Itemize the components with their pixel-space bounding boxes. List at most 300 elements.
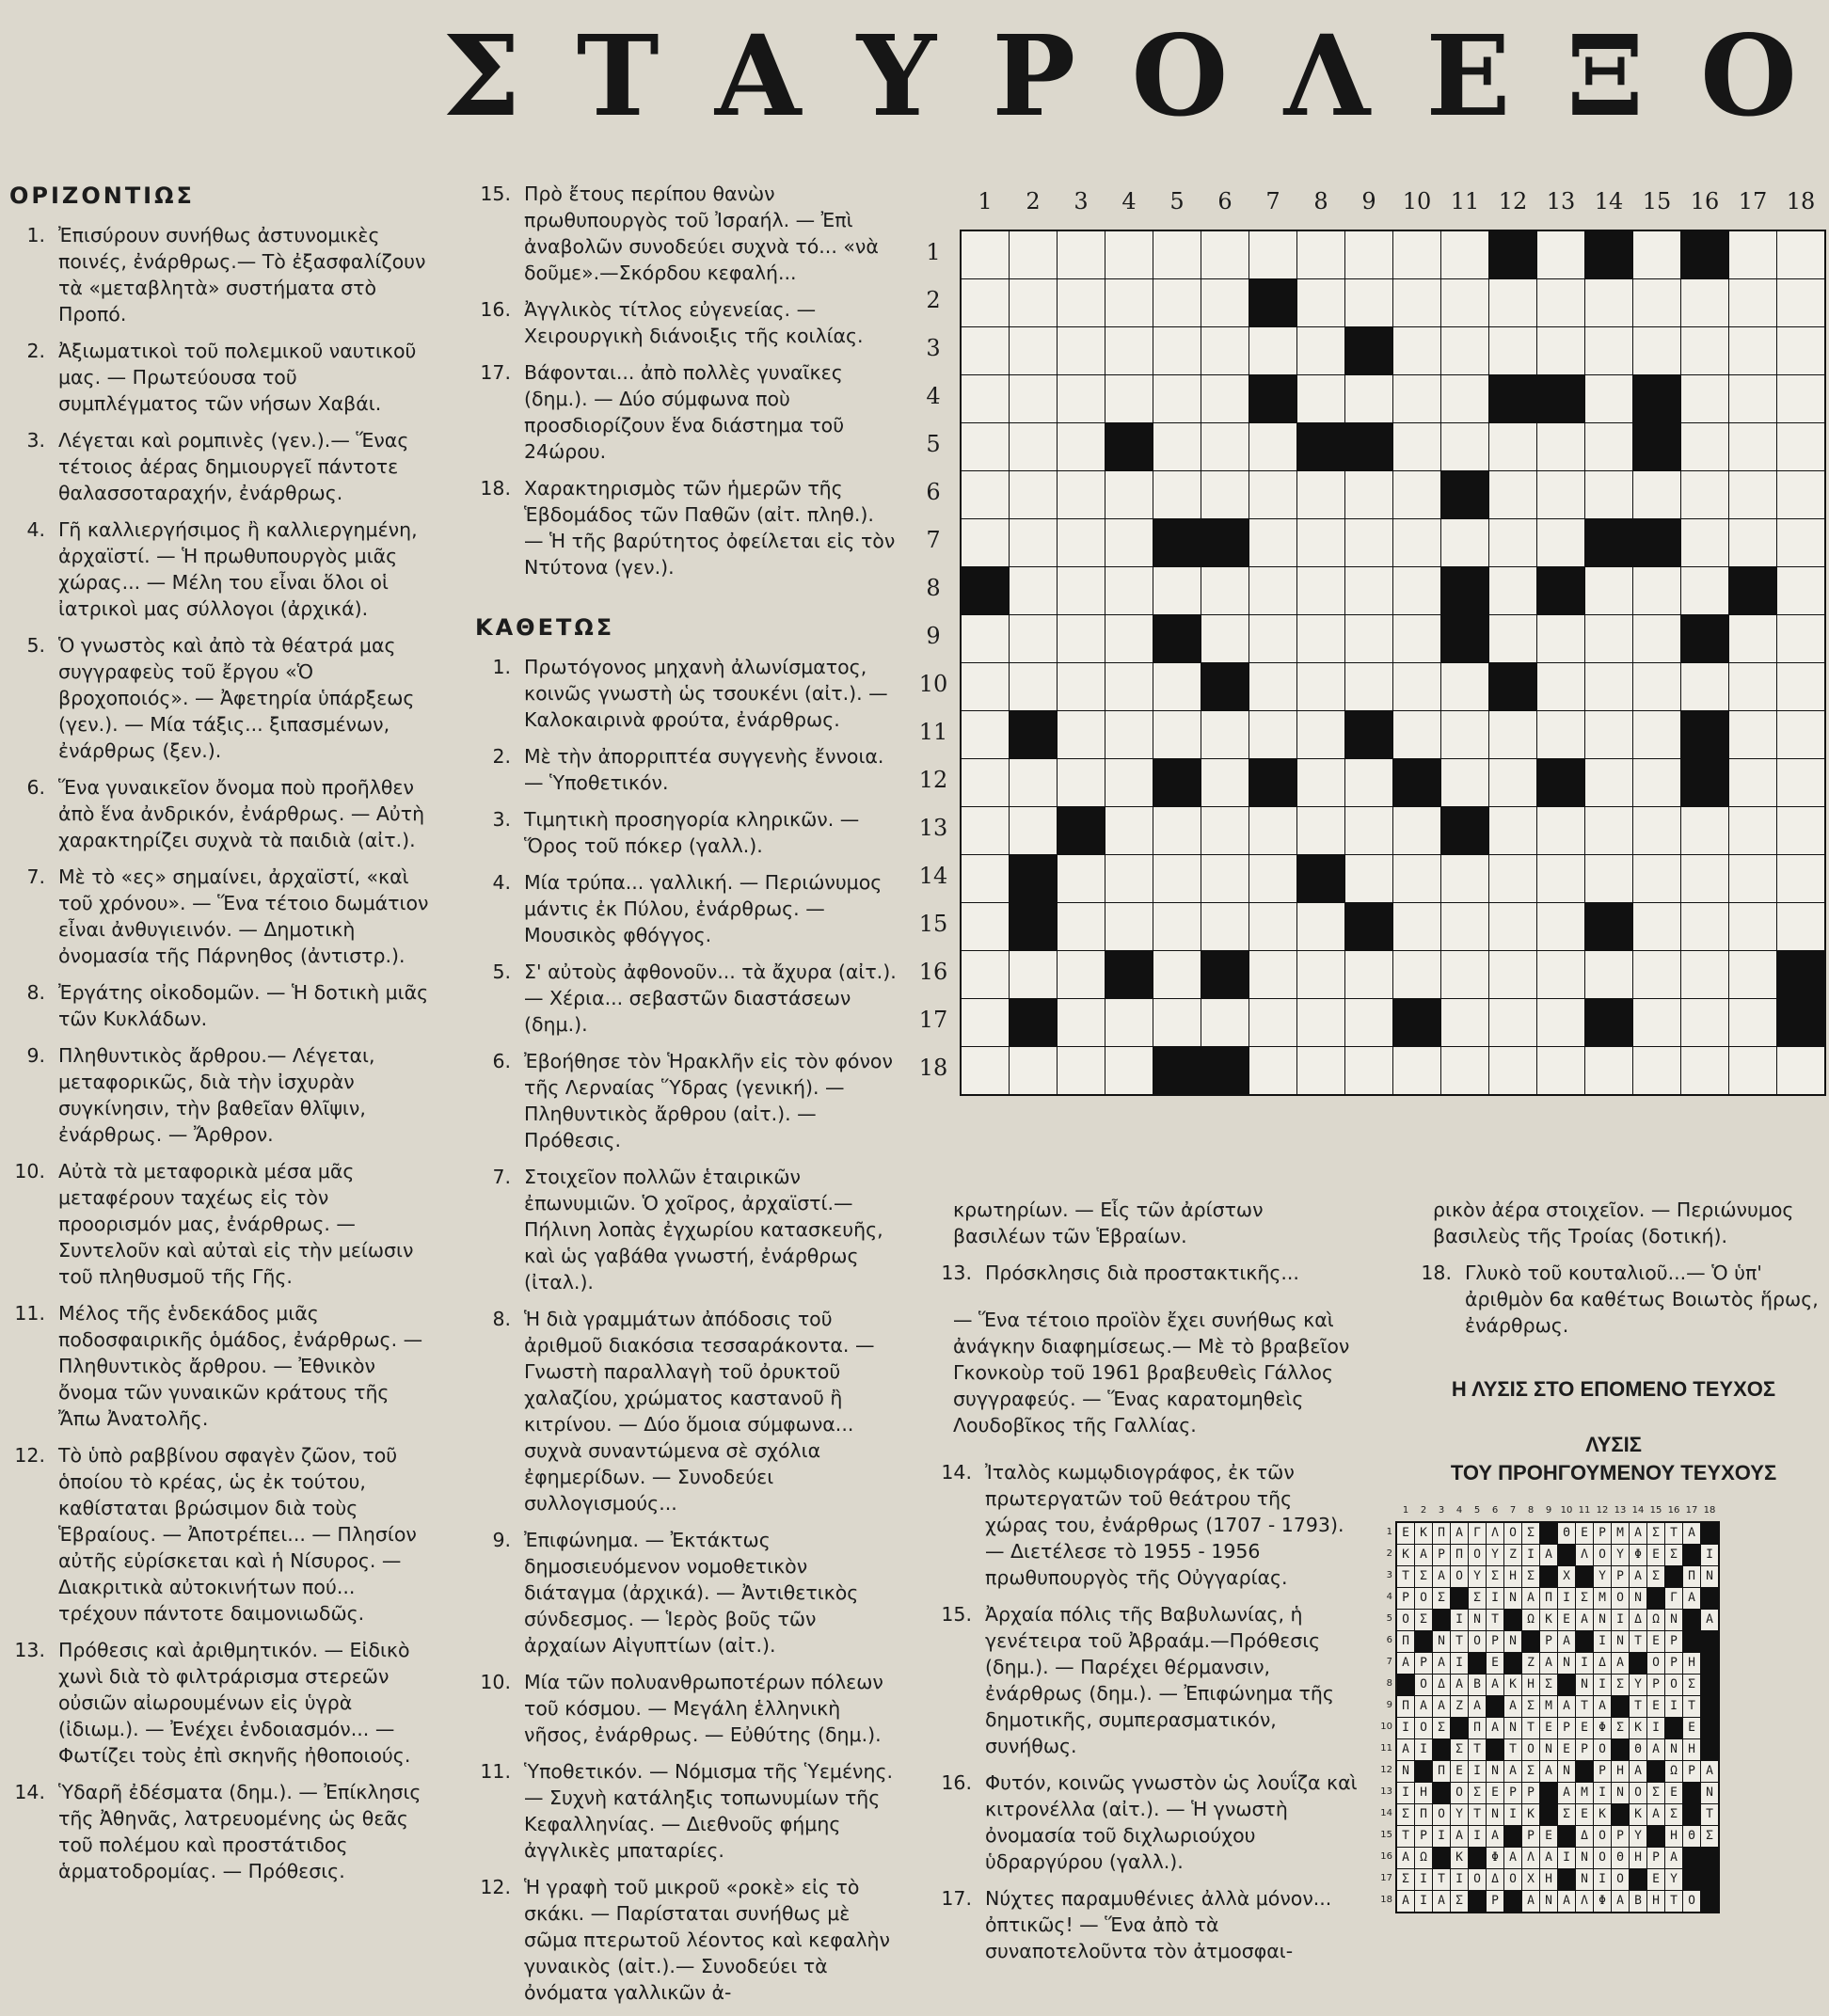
grid-cell[interactable] — [1489, 615, 1536, 662]
grid-cell[interactable] — [1345, 615, 1392, 662]
grid-cell[interactable] — [1297, 999, 1344, 1046]
grid-cell[interactable] — [1249, 903, 1296, 950]
grid-cell[interactable] — [1489, 327, 1536, 374]
grid-cell[interactable] — [962, 807, 1009, 854]
grid-cell[interactable] — [1729, 855, 1776, 902]
grid-cell[interactable] — [1249, 807, 1296, 854]
grid-cell[interactable] — [1681, 375, 1728, 422]
grid-cell[interactable] — [1729, 375, 1776, 422]
grid-cell[interactable] — [1058, 471, 1105, 518]
grid-cell[interactable] — [1393, 279, 1440, 326]
grid-cell[interactable] — [1105, 327, 1153, 374]
grid-cell[interactable] — [1105, 279, 1153, 326]
grid-cell[interactable] — [962, 519, 1009, 566]
grid-cell[interactable] — [1345, 471, 1392, 518]
grid-cell[interactable] — [1537, 999, 1584, 1046]
grid-cell[interactable] — [1681, 999, 1728, 1046]
grid-cell[interactable] — [1010, 951, 1057, 998]
grid-cell[interactable] — [1489, 999, 1536, 1046]
grid-cell[interactable] — [1249, 999, 1296, 1046]
grid-cell[interactable] — [1729, 711, 1776, 758]
grid-cell[interactable] — [1297, 375, 1344, 422]
grid-cell[interactable] — [1393, 903, 1440, 950]
grid-cell[interactable] — [1585, 951, 1632, 998]
clue-number: 10. — [14, 1160, 45, 1183]
grid-cell[interactable] — [1585, 711, 1632, 758]
solution-letter: Ι — [1451, 1869, 1468, 1890]
grid-cell[interactable] — [1345, 951, 1392, 998]
grid-cell[interactable] — [962, 327, 1009, 374]
grid-cell[interactable] — [1058, 759, 1105, 806]
grid-cell[interactable] — [1105, 375, 1153, 422]
grid-cell[interactable] — [1393, 375, 1440, 422]
grid-cell[interactable] — [1777, 759, 1824, 806]
grid-cell[interactable] — [1297, 567, 1344, 614]
grid-cell[interactable] — [1441, 855, 1488, 902]
grid-cell[interactable] — [1681, 279, 1728, 326]
solution-letter: Σ — [1415, 1610, 1432, 1630]
grid-cell[interactable] — [1441, 903, 1488, 950]
grid-cell[interactable] — [1058, 327, 1105, 374]
grid-col-number: 12 — [1498, 188, 1528, 214]
grid-cell[interactable] — [1777, 1047, 1824, 1094]
grid-cell[interactable] — [962, 423, 1009, 470]
grid-cell[interactable] — [1393, 663, 1440, 710]
grid-cell[interactable] — [1345, 759, 1392, 806]
grid-cell[interactable] — [1153, 807, 1201, 854]
grid-cell[interactable] — [1010, 567, 1057, 614]
grid-cell[interactable] — [1297, 519, 1344, 566]
grid-cell[interactable] — [1010, 807, 1057, 854]
grid-cell[interactable] — [1633, 279, 1680, 326]
solution-letter: Τ — [1522, 1718, 1539, 1738]
grid-cell[interactable] — [1105, 711, 1153, 758]
grid-cell[interactable] — [1777, 279, 1824, 326]
grid-cell[interactable] — [1058, 231, 1105, 278]
grid-cell[interactable] — [1297, 279, 1344, 326]
grid-cell[interactable] — [1058, 279, 1105, 326]
grid-cell[interactable] — [1297, 807, 1344, 854]
grid-cell[interactable] — [1777, 711, 1824, 758]
grid-cell[interactable] — [1153, 951, 1201, 998]
grid-cell[interactable] — [1537, 471, 1584, 518]
solution-grid — [1395, 1521, 1720, 1913]
grid-cell[interactable] — [1585, 471, 1632, 518]
grid-cell[interactable] — [1489, 423, 1536, 470]
grid-cell[interactable] — [1441, 663, 1488, 710]
grid-cell[interactable] — [1633, 327, 1680, 374]
solution-col-number: 18 — [1703, 1505, 1716, 1516]
grid-cell[interactable] — [1729, 519, 1776, 566]
grid-cell[interactable] — [1105, 807, 1153, 854]
solution-letter: Υ — [1487, 1545, 1503, 1565]
grid-cell[interactable] — [1393, 231, 1440, 278]
grid-cell[interactable] — [1105, 231, 1153, 278]
solution-letter: Α — [1594, 1696, 1611, 1717]
solution-letter: Σ — [1576, 1588, 1593, 1609]
grid-cell[interactable] — [1729, 615, 1776, 662]
grid-cell[interactable] — [1633, 471, 1680, 518]
grid-cell[interactable] — [1201, 423, 1248, 470]
grid-cell[interactable] — [1585, 327, 1632, 374]
grid-cell[interactable] — [1297, 615, 1344, 662]
grid-cell[interactable] — [1729, 231, 1776, 278]
grid-cell[interactable] — [1489, 471, 1536, 518]
grid-cell[interactable] — [1489, 903, 1536, 950]
grid-cell[interactable] — [1633, 807, 1680, 854]
grid-cell[interactable] — [1729, 999, 1776, 1046]
grid-cell[interactable] — [1585, 807, 1632, 854]
grid-cell[interactable] — [962, 1047, 1009, 1094]
grid-cell[interactable] — [1633, 567, 1680, 614]
grid-cell[interactable] — [1249, 567, 1296, 614]
grid-cell[interactable] — [962, 279, 1009, 326]
grid-cell[interactable] — [1058, 519, 1105, 566]
grid-cell[interactable] — [1153, 567, 1201, 614]
grid-cell[interactable] — [1681, 663, 1728, 710]
grid-cell[interactable] — [1729, 279, 1776, 326]
grid-cell[interactable] — [1345, 855, 1392, 902]
grid-cell[interactable] — [1393, 711, 1440, 758]
grid-cell[interactable] — [1249, 951, 1296, 998]
grid-cell[interactable] — [1249, 855, 1296, 902]
grid-cell[interactable] — [1010, 231, 1057, 278]
grid-cell[interactable] — [1153, 423, 1201, 470]
grid-cell[interactable] — [962, 471, 1009, 518]
grid-cell[interactable] — [1585, 423, 1632, 470]
grid-cell[interactable] — [1010, 759, 1057, 806]
grid-cell[interactable] — [1393, 423, 1440, 470]
grid-cell[interactable] — [1058, 663, 1105, 710]
grid-cell[interactable] — [1297, 951, 1344, 998]
grid-cell[interactable] — [962, 663, 1009, 710]
grid-cell[interactable] — [1249, 519, 1296, 566]
grid-cell[interactable] — [962, 999, 1009, 1046]
grid-cell[interactable] — [1345, 1047, 1392, 1094]
title-letter: Υ — [856, 9, 937, 141]
grid-cell[interactable] — [1201, 807, 1248, 854]
grid-cell[interactable] — [1681, 951, 1728, 998]
grid-cell[interactable] — [1058, 951, 1105, 998]
solution-letter: Ο — [1469, 1869, 1486, 1890]
grid-cell[interactable] — [1297, 471, 1344, 518]
grid-cell[interactable] — [1537, 855, 1584, 902]
grid-cell[interactable] — [1058, 903, 1105, 950]
grid-cell[interactable] — [1633, 855, 1680, 902]
grid-cell[interactable] — [1441, 375, 1488, 422]
grid-cell[interactable] — [1393, 615, 1440, 662]
grid-cell[interactable] — [1777, 615, 1824, 662]
solution-letter: Θ — [1630, 1739, 1646, 1760]
grid-cell[interactable] — [1345, 279, 1392, 326]
grid-cell[interactable] — [1729, 759, 1776, 806]
grid-cell[interactable] — [1633, 1047, 1680, 1094]
grid-cell[interactable] — [1010, 471, 1057, 518]
grid-cell[interactable] — [1249, 423, 1296, 470]
grid-cell[interactable] — [962, 759, 1009, 806]
solution-black-cell — [1469, 1653, 1486, 1674]
grid-cell[interactable] — [1537, 807, 1584, 854]
grid-cell[interactable] — [1585, 759, 1632, 806]
grid-cell[interactable] — [1777, 807, 1824, 854]
grid-cell[interactable] — [962, 951, 1009, 998]
grid-cell[interactable] — [1633, 903, 1680, 950]
grid-cell[interactable] — [1345, 999, 1392, 1046]
grid-cell[interactable] — [1105, 999, 1153, 1046]
grid-cell[interactable] — [1633, 759, 1680, 806]
grid-cell[interactable] — [1729, 903, 1776, 950]
grid-cell[interactable] — [1441, 999, 1488, 1046]
grid-cell[interactable] — [1153, 327, 1201, 374]
grid-cell[interactable] — [1297, 1047, 1344, 1094]
grid-cell[interactable] — [1297, 759, 1344, 806]
grid-cell[interactable] — [1153, 711, 1201, 758]
grid-cell[interactable] — [1058, 423, 1105, 470]
crossword-grid[interactable] — [960, 230, 1826, 1096]
grid-cell[interactable] — [1058, 999, 1105, 1046]
grid-cell[interactable] — [1537, 231, 1584, 278]
clue-text: Πρόσκλησις διὰ προστακτικῆς... — [985, 1262, 1299, 1284]
grid-cell[interactable] — [1441, 519, 1488, 566]
grid-cell[interactable] — [1249, 231, 1296, 278]
grid-cell[interactable] — [962, 855, 1009, 902]
solution-letter: Λ — [1576, 1545, 1593, 1565]
grid-cell[interactable] — [1777, 855, 1824, 902]
grid-cell[interactable] — [1681, 903, 1728, 950]
grid-cell[interactable] — [1633, 711, 1680, 758]
clue-text: Μὲ τὸ «ες» σημαίνει, ἀρχαϊστί, «καὶ τοῦ χρόνου». — Ἕνα τέτοιο δωμάτιον εἶναι ἀνθυγιεινόν. — Δημοτικὴ ὀνομασία τῆς Πάρνηθος (ἀντιστρ.). — [58, 865, 429, 967]
grid-cell[interactable] — [1777, 231, 1824, 278]
clue-number: 12. — [14, 1444, 45, 1467]
grid-cell[interactable] — [1153, 471, 1201, 518]
grid-cell[interactable] — [1585, 375, 1632, 422]
grid-cell[interactable] — [1345, 663, 1392, 710]
grid-cell[interactable] — [1345, 375, 1392, 422]
grid-cell[interactable] — [1537, 663, 1584, 710]
grid-cell[interactable] — [1489, 279, 1536, 326]
grid-cell[interactable] — [1729, 663, 1776, 710]
grid-cell[interactable] — [1010, 423, 1057, 470]
grid-cell[interactable] — [1393, 855, 1440, 902]
grid-cell[interactable] — [1537, 279, 1584, 326]
solution-letter: Ο — [1665, 1675, 1682, 1695]
grid-cell[interactable] — [1681, 471, 1728, 518]
grid-cell[interactable] — [1201, 999, 1248, 1046]
grid-cell[interactable] — [1201, 471, 1248, 518]
solution-letter: Α — [1451, 1523, 1468, 1544]
grid-cell[interactable] — [1585, 663, 1632, 710]
grid-cell[interactable] — [1105, 471, 1153, 518]
grid-cell[interactable] — [1777, 423, 1824, 470]
grid-cell[interactable] — [1585, 615, 1632, 662]
solution-letter: Σ — [1701, 1826, 1718, 1847]
grid-cell[interactable] — [1441, 231, 1488, 278]
grid-cell[interactable] — [1201, 279, 1248, 326]
grid-cell[interactable] — [1441, 711, 1488, 758]
grid-cell[interactable] — [1153, 855, 1201, 902]
grid-cell[interactable] — [1345, 567, 1392, 614]
grid-cell[interactable] — [1010, 375, 1057, 422]
grid-cell[interactable] — [1585, 1047, 1632, 1094]
grid-cell[interactable] — [1489, 807, 1536, 854]
grid-cell[interactable] — [1729, 423, 1776, 470]
clue-text: Γλυκὸ τοῦ κουταλιοῦ...— Ὁ ὑπ' ἀριθμὸν 6α καθέτως Βοιωτὸς ἥρως, ἐνάρθρως. — [1465, 1262, 1819, 1337]
grid-cell[interactable] — [1297, 663, 1344, 710]
grid-cell[interactable] — [1058, 1047, 1105, 1094]
grid-cell[interactable] — [1489, 567, 1536, 614]
grid-cell[interactable] — [1681, 519, 1728, 566]
grid-cell[interactable] — [1729, 1047, 1776, 1094]
grid-cell[interactable] — [1010, 663, 1057, 710]
grid-cell[interactable] — [1537, 327, 1584, 374]
grid-cell[interactable] — [1537, 519, 1584, 566]
grid-cell[interactable] — [1393, 471, 1440, 518]
grid-cell[interactable] — [1297, 327, 1344, 374]
grid-cell[interactable] — [1201, 615, 1248, 662]
grid-cell[interactable] — [1489, 951, 1536, 998]
grid-cell[interactable] — [962, 903, 1009, 950]
grid-cell[interactable] — [1537, 903, 1584, 950]
grid-cell[interactable] — [1345, 807, 1392, 854]
grid-cell[interactable] — [962, 711, 1009, 758]
grid-cell[interactable] — [1441, 279, 1488, 326]
grid-cell[interactable] — [1201, 231, 1248, 278]
grid-cell[interactable] — [962, 231, 1009, 278]
grid-cell[interactable] — [1201, 327, 1248, 374]
grid-cell[interactable] — [1201, 855, 1248, 902]
grid-cell[interactable] — [1729, 951, 1776, 998]
grid-cell[interactable] — [1249, 615, 1296, 662]
grid-cell[interactable] — [1441, 1047, 1488, 1094]
grid-cell[interactable] — [962, 375, 1009, 422]
grid-cell[interactable] — [1633, 663, 1680, 710]
grid-cell[interactable] — [1105, 759, 1153, 806]
grid-cell[interactable] — [1297, 231, 1344, 278]
grid-cell[interactable] — [1105, 1047, 1153, 1094]
grid-cell[interactable] — [1297, 903, 1344, 950]
grid-cell[interactable] — [1537, 615, 1584, 662]
grid-cell[interactable] — [1729, 471, 1776, 518]
grid-cell[interactable] — [1777, 327, 1824, 374]
grid-cell[interactable] — [1633, 615, 1680, 662]
grid-cell[interactable] — [1105, 615, 1153, 662]
grid-cell[interactable] — [1729, 807, 1776, 854]
grid-cell[interactable] — [1585, 279, 1632, 326]
solution-letter: Α — [1504, 1761, 1521, 1782]
clue-number: 15. — [941, 1603, 972, 1626]
grid-cell[interactable] — [1633, 999, 1680, 1046]
grid-cell[interactable] — [1777, 471, 1824, 518]
grid-cell[interactable] — [1441, 423, 1488, 470]
grid-cell[interactable] — [1105, 519, 1153, 566]
grid-cell[interactable] — [1393, 567, 1440, 614]
grid-cell[interactable] — [1489, 759, 1536, 806]
grid-cell[interactable] — [1681, 423, 1728, 470]
grid-cell[interactable] — [1105, 567, 1153, 614]
grid-cell[interactable] — [1537, 711, 1584, 758]
grid-cell[interactable] — [1201, 711, 1248, 758]
grid-cell[interactable] — [1633, 231, 1680, 278]
grid-cell[interactable] — [1249, 711, 1296, 758]
grid-cell[interactable] — [1537, 1047, 1584, 1094]
grid-cell[interactable] — [1393, 1047, 1440, 1094]
grid-cell[interactable] — [1681, 327, 1728, 374]
grid-cell[interactable] — [1393, 519, 1440, 566]
grid-cell[interactable] — [1393, 807, 1440, 854]
grid-cell[interactable] — [1249, 471, 1296, 518]
grid-cell[interactable] — [1201, 375, 1248, 422]
grid-cell[interactable] — [1010, 279, 1057, 326]
grid-cell[interactable] — [1489, 855, 1536, 902]
grid-cell[interactable] — [1058, 855, 1105, 902]
grid-cell[interactable] — [1345, 231, 1392, 278]
grid-cell[interactable] — [1010, 327, 1057, 374]
grid-cell[interactable] — [1537, 951, 1584, 998]
grid-cell[interactable] — [1058, 711, 1105, 758]
grid-cell[interactable] — [1393, 951, 1440, 998]
grid-cell[interactable] — [1153, 279, 1201, 326]
grid-cell[interactable] — [1777, 663, 1824, 710]
grid-cell[interactable] — [1777, 519, 1824, 566]
grid-cell[interactable] — [1153, 663, 1201, 710]
grid-cell[interactable] — [1729, 327, 1776, 374]
grid-cell[interactable] — [1441, 327, 1488, 374]
grid-cell[interactable] — [1633, 951, 1680, 998]
grid-cell[interactable] — [1777, 567, 1824, 614]
grid-cell[interactable] — [1681, 807, 1728, 854]
grid-cell[interactable] — [1058, 615, 1105, 662]
grid-cell[interactable] — [1058, 375, 1105, 422]
grid-cell[interactable] — [1585, 567, 1632, 614]
grid-cell[interactable] — [1297, 711, 1344, 758]
grid-cell[interactable] — [1537, 423, 1584, 470]
grid-cell[interactable] — [1345, 519, 1392, 566]
grid-cell[interactable] — [1441, 951, 1488, 998]
grid-cell[interactable] — [1105, 903, 1153, 950]
grid-cell[interactable] — [1441, 759, 1488, 806]
grid-cell[interactable] — [1153, 999, 1201, 1046]
grid-cell[interactable] — [1489, 519, 1536, 566]
grid-cell[interactable] — [1585, 855, 1632, 902]
grid-cell[interactable] — [1010, 615, 1057, 662]
grid-cell[interactable] — [1489, 1047, 1536, 1094]
grid-cell[interactable] — [1249, 327, 1296, 374]
grid-cell[interactable] — [1105, 663, 1153, 710]
solution-letter: Ε — [1683, 1718, 1700, 1738]
grid-cell[interactable] — [1201, 759, 1248, 806]
grid-cell[interactable] — [1058, 567, 1105, 614]
grid-cell[interactable] — [1489, 711, 1536, 758]
grid-cell[interactable] — [1249, 1047, 1296, 1094]
grid-cell[interactable] — [1201, 567, 1248, 614]
grid-cell[interactable] — [1777, 903, 1824, 950]
grid-cell[interactable] — [1681, 567, 1728, 614]
grid-cell[interactable] — [1010, 1047, 1057, 1094]
grid-cell[interactable] — [1010, 519, 1057, 566]
grid-cell[interactable] — [1153, 231, 1201, 278]
grid-cell[interactable] — [1105, 855, 1153, 902]
grid-cell[interactable] — [1153, 375, 1201, 422]
grid-cell[interactable] — [1681, 1047, 1728, 1094]
grid-cell[interactable] — [1681, 855, 1728, 902]
grid-cell[interactable] — [1201, 903, 1248, 950]
grid-cell[interactable] — [1777, 375, 1824, 422]
grid-cell[interactable] — [962, 615, 1009, 662]
grid-cell[interactable] — [1393, 327, 1440, 374]
solution-letter: Φ — [1594, 1891, 1611, 1912]
grid-cell[interactable] — [1249, 663, 1296, 710]
grid-cell[interactable] — [1153, 903, 1201, 950]
